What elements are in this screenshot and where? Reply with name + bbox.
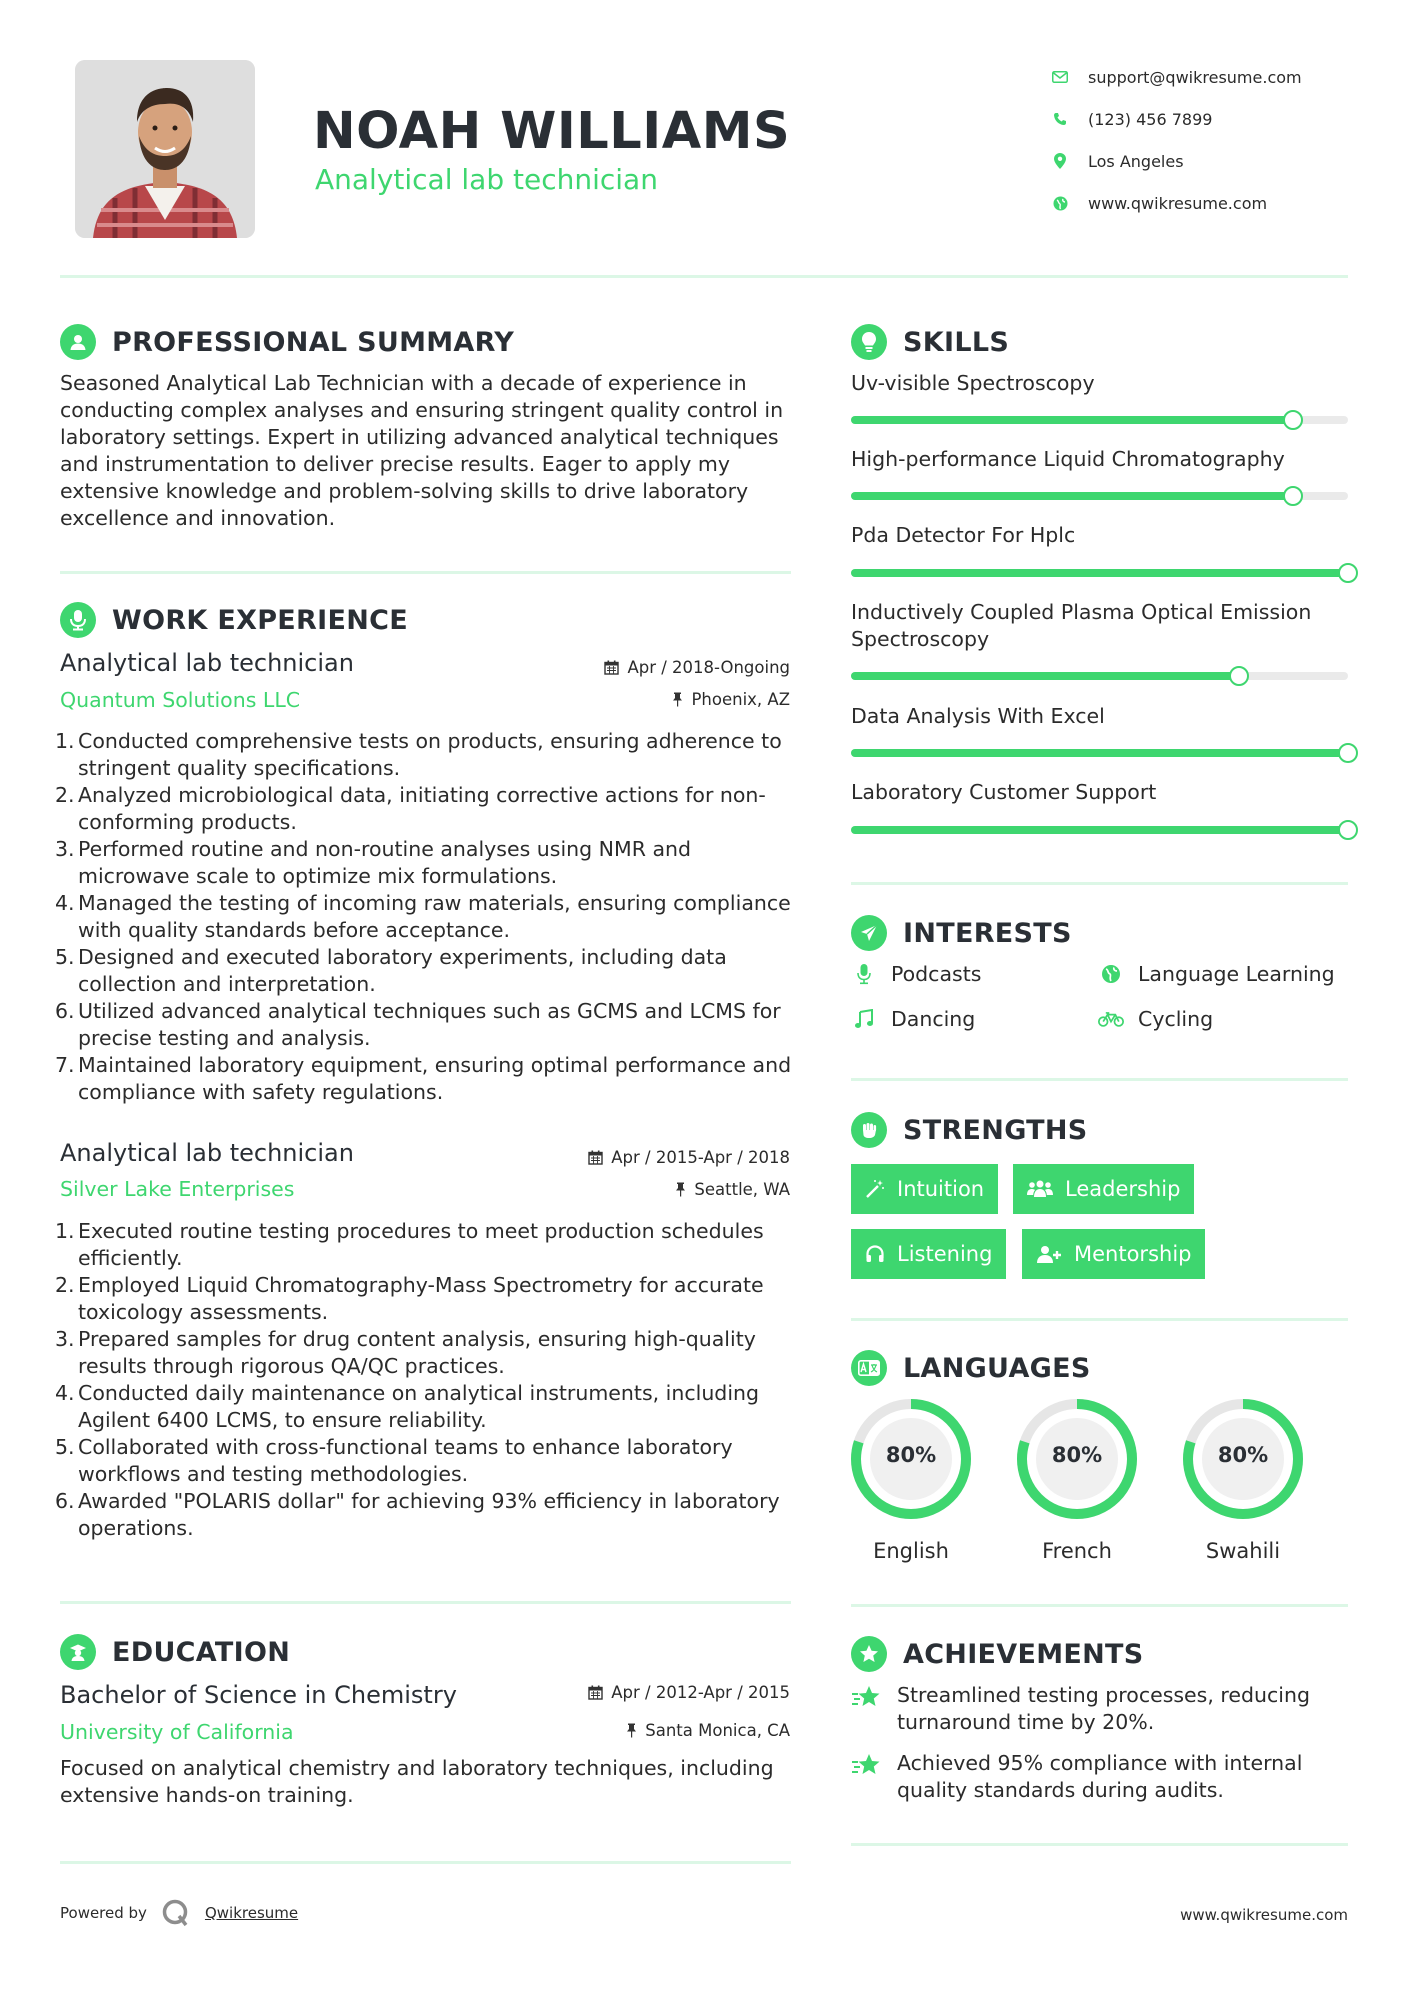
skill-bar-knob — [1229, 666, 1249, 686]
duty-text: Employed Liquid Chromatography-Mass Spectrometry for accurate toxicology assessments. — [78, 1273, 764, 1324]
skill-bar-knob — [1338, 743, 1358, 763]
strength-label: Mentorship — [1074, 1242, 1192, 1266]
experience-divider — [60, 1601, 791, 1604]
language-item — [1015, 1397, 1139, 1563]
magic-wand-icon — [865, 1179, 885, 1199]
phone-icon — [1050, 109, 1070, 129]
strengths-heading — [851, 1112, 1088, 1148]
interests-divider — [851, 1078, 1348, 1081]
duty-text: Designed and executed laboratory experiments, including data collection and interpretation. — [78, 945, 727, 996]
star-badge-icon — [851, 1636, 887, 1672]
interest-label: Podcasts — [891, 962, 982, 986]
duty-item: 4. Managed the testing of incoming raw materials, ensuring compliance with quality standards before acceptance. — [55, 891, 791, 942]
calendar-icon — [588, 1685, 603, 1700]
summary-text: Seasoned Analytical Lab Technician with a decade of experience in conducting complex analyses and ensuring stringent quality control in laboratory settings. Expert in utilizing advanced analytical techniques and instrumentation to deliver precise results. Eager to apply my extensive knowledge and problem-solving skills to drive laboratory excellence and innovation. — [60, 371, 784, 530]
language-item — [1181, 1397, 1305, 1563]
skill-bar-knob — [1338, 563, 1358, 583]
headphones-icon — [865, 1244, 885, 1264]
education-dates-text: Apr / 2012-Apr / 2015 — [611, 1683, 790, 1702]
skill-label: Data Analysis With Excel — [851, 704, 1105, 728]
achievements-title: ACHIEVEMENTS — [903, 1638, 1144, 1670]
duty-item: 3. Prepared samples for drug content analysis, ensuring high-quality results through rigorous QA/QC practices. — [55, 1327, 756, 1378]
skills-divider — [851, 882, 1348, 885]
strength-label: Intuition — [897, 1177, 985, 1201]
language-name: French — [1042, 1539, 1112, 1563]
education-degree: Bachelor of Science in Chemistry — [60, 1681, 457, 1709]
pushpin-icon — [675, 1182, 686, 1197]
skills-heading — [851, 324, 1009, 360]
strength-label: Listening — [897, 1242, 993, 1266]
education-school: University of California — [60, 1720, 294, 1744]
duty-text: Prepared samples for drug content analysis, ensuring high-quality results through rigorous QA/QC practices. — [78, 1327, 756, 1378]
education-dates — [588, 1683, 790, 1702]
skill-bar-fill — [851, 749, 1348, 757]
skill-bar-knob — [1283, 410, 1303, 430]
education-divider — [60, 1861, 791, 1864]
duty-item: 1. Conducted comprehensive tests on products, ensuring adherence to stringent quality specifications. — [55, 729, 782, 780]
interest-item — [1098, 1007, 1213, 1031]
achievements-divider — [851, 1843, 1348, 1846]
job-2-dates — [588, 1148, 790, 1167]
language-item — [849, 1397, 973, 1563]
map-pin-icon — [1050, 151, 1070, 171]
contact-location — [1050, 140, 1380, 182]
achievement-item — [851, 1682, 1351, 1736]
job-1-dates-text: Apr / 2018-Ongoing — [627, 658, 790, 677]
interests-title: INTERESTS — [903, 917, 1072, 949]
duty-text: Managed the testing of incoming raw materials, ensuring compliance with quality standards before acceptance. — [78, 891, 791, 942]
duty-text: Awarded "POLARIS dollar" for achieving 93% efficiency in laboratory operations. — [78, 1489, 780, 1540]
achievement-text: Streamlined testing processes, reducing turnaround time by 20%. — [897, 1683, 1310, 1734]
job-2-duties — [55, 1218, 795, 1542]
star-icon — [851, 1682, 883, 1736]
candidate-role: Analytical lab technician — [315, 163, 658, 196]
experience-heading — [60, 602, 408, 638]
duty-item: 1. Executed routine testing procedures to meet production schedules efficiently. — [55, 1219, 764, 1270]
achievement-text: Achieved 95% compliance with internal quality standards during audits. — [897, 1751, 1303, 1802]
users-icon — [1027, 1179, 1053, 1199]
contact-email-text: support@qwikresume.com — [1088, 67, 1302, 87]
language-percent: 80% — [885, 1443, 937, 1467]
envelope-icon — [1050, 67, 1070, 87]
interests-heading — [851, 915, 1072, 951]
duty-text: Analyzed microbiological data, initiating corrective actions for non-conforming products. — [78, 783, 766, 834]
job-2-location — [675, 1180, 790, 1199]
skills-title: SKILLS — [903, 326, 1010, 358]
job-1-location-text: Phoenix, AZ — [691, 690, 790, 709]
education-location-text: Santa Monica, CA — [645, 1721, 790, 1740]
job-2-company: Silver Lake Enterprises — [60, 1177, 295, 1201]
profile-photo — [75, 60, 255, 238]
job-2-location-text: Seattle, WA — [694, 1180, 790, 1199]
job-1-company: Quantum Solutions LLC — [60, 688, 301, 712]
language-name: Swahili — [1205, 1539, 1281, 1563]
strengths-divider — [851, 1318, 1348, 1321]
skill-label: Inductively Coupled Plasma Optical Emission Spectroscopy — [851, 600, 1312, 651]
skill-bar — [851, 826, 1348, 834]
user-plus-icon — [1036, 1244, 1062, 1264]
job-2-dates-text: Apr / 2015-Apr / 2018 — [611, 1148, 790, 1167]
languages-divider — [851, 1604, 1348, 1607]
duty-text: Performed routine and non-routine analyses using NMR and microwave scale to optimize mix formulations. — [78, 837, 692, 888]
strength-chip — [851, 1164, 998, 1214]
interest-item — [1098, 962, 1335, 986]
education-location — [626, 1721, 790, 1740]
education-description: Focused on analytical chemistry and laboratory techniques, including extensive hands-on training. — [60, 1756, 774, 1807]
qwikresume-link[interactable]: Qwikresume — [204, 1904, 299, 1922]
user-icon — [60, 324, 96, 360]
music-note-icon — [851, 1009, 877, 1029]
duty-text: Maintained laboratory equipment, ensuring optimal performance and compliance with safety regulations. — [78, 1053, 792, 1104]
summary-divider — [60, 571, 791, 574]
skill-bar — [851, 492, 1348, 500]
interest-label: Dancing — [891, 1007, 976, 1031]
skill-label: Uv-visible Spectroscopy — [851, 371, 1095, 395]
profile-photo-illustration — [75, 60, 255, 238]
language-percent: 80% — [1051, 1443, 1103, 1467]
languages-heading — [851, 1350, 1091, 1386]
calendar-icon — [604, 660, 619, 675]
header-divider — [60, 275, 1348, 278]
duty-item: 7. Maintained laboratory equipment, ensuring optimal performance and compliance with safety regulations. — [55, 1053, 792, 1104]
contact-location-text: Los Angeles — [1088, 151, 1184, 171]
contact-list — [1050, 56, 1380, 224]
strength-label: Leadership — [1065, 1177, 1181, 1201]
skill-bar — [851, 416, 1348, 424]
contact-phone[interactable] — [1050, 98, 1380, 140]
skill-label: High-performance Liquid Chromatography — [851, 447, 1285, 471]
strength-chip — [1013, 1164, 1194, 1214]
footer-powered-by — [60, 1898, 298, 1928]
contact-email[interactable] — [1050, 56, 1380, 98]
experience-title: WORK EXPERIENCE — [112, 604, 408, 636]
language-percent: 80% — [1217, 1443, 1269, 1467]
interest-label: Cycling — [1138, 1007, 1214, 1031]
languages-title: LANGUAGES — [903, 1352, 1091, 1384]
duty-text: Conducted daily maintenance on analytical instruments, including Agilent 6400 LCMS, to ensure reliability. — [78, 1381, 760, 1432]
job-2-title: Analytical lab technician — [60, 1139, 354, 1167]
skill-bar-knob — [1338, 820, 1358, 840]
globe-icon — [1098, 964, 1124, 984]
skill-label: Pda Detector For Hplc — [851, 523, 1076, 547]
job-1-duties — [55, 728, 795, 1106]
qwikresume-logo-icon — [161, 1898, 191, 1928]
duty-text: Utilized advanced analytical techniques such as GCMS and LCMS for precise testing and analysis. — [78, 999, 781, 1050]
duty-text: Conducted comprehensive tests on products, ensuring adherence to stringent quality specifications. — [78, 729, 782, 780]
duty-item: 6. Awarded "POLARIS dollar" for achieving 93% efficiency in laboratory operations. — [55, 1489, 780, 1540]
interest-label: Language Learning — [1138, 962, 1335, 986]
skill-bar-fill — [851, 672, 1239, 680]
bicycle-icon — [1098, 1010, 1124, 1028]
skill-bar — [851, 749, 1348, 757]
skill-bar-knob — [1283, 486, 1303, 506]
lightbulb-icon — [851, 324, 887, 360]
skill-bar-fill — [851, 492, 1293, 500]
language-icon — [851, 1350, 887, 1386]
language-name: English — [873, 1539, 949, 1563]
summary-title: PROFESSIONAL SUMMARY — [112, 326, 515, 358]
strength-chip — [851, 1229, 1006, 1279]
education-heading — [60, 1634, 290, 1670]
fist-icon — [851, 1112, 887, 1148]
duty-text: Collaborated with cross-functional teams to enhance laboratory workflows and testing methodologies. — [78, 1435, 733, 1486]
pushpin-icon — [672, 692, 683, 707]
interest-item — [851, 1007, 975, 1031]
duty-text: Executed routine testing procedures to meet production schedules efficiently. — [78, 1219, 764, 1270]
strength-chip — [1022, 1229, 1205, 1279]
duty-item: 3. Performed routine and non-routine analyses using NMR and microwave scale to optimize mix formulations. — [55, 837, 692, 888]
microphone-icon — [851, 963, 877, 985]
skill-bar — [851, 569, 1348, 577]
calendar-icon — [588, 1150, 603, 1165]
globe-icon — [1050, 193, 1070, 213]
paper-plane-icon — [851, 915, 887, 951]
job-1-dates — [604, 658, 790, 677]
duty-item: 5. Collaborated with cross-functional teams to enhance laboratory workflows and testing methodologies. — [55, 1435, 733, 1486]
achievements-heading — [851, 1636, 1144, 1672]
duty-item: 4. Conducted daily maintenance on analytical instruments, including Agilent 6400 LCMS, to ensure reliability. — [55, 1381, 760, 1432]
contact-website-text: www.qwikresume.com — [1088, 193, 1268, 213]
microphone-icon — [60, 602, 96, 638]
duty-item: 6. Utilized advanced analytical techniques such as GCMS and LCMS for precise testing and analysis. — [55, 999, 781, 1050]
duty-item: 2. Employed Liquid Chromatography-Mass Spectrometry for accurate toxicology assessments. — [55, 1273, 764, 1324]
job-1-title: Analytical lab technician — [60, 649, 354, 677]
candidate-name: NOAH WILLIAMS — [313, 102, 791, 161]
star-icon — [851, 1750, 883, 1804]
duty-item: 2. Analyzed microbiological data, initiating corrective actions for non-conforming products. — [55, 783, 766, 834]
pushpin-icon — [626, 1723, 637, 1738]
skill-label: Laboratory Customer Support — [851, 780, 1157, 804]
education-title: EDUCATION — [112, 1636, 291, 1668]
achievement-item — [851, 1750, 1351, 1804]
footer-url[interactable]: www.qwikresume.com — [1180, 1906, 1348, 1924]
skill-bar-fill — [851, 416, 1293, 424]
interest-item — [851, 962, 981, 986]
skill-bar-fill — [851, 569, 1348, 577]
summary-heading — [60, 324, 514, 360]
skill-bar — [851, 672, 1348, 680]
job-1-location — [672, 690, 790, 709]
graduate-icon — [60, 1634, 96, 1670]
strengths-title: STRENGTHS — [903, 1114, 1088, 1146]
contact-phone-text: (123) 456 7899 — [1088, 109, 1213, 129]
skill-bar-fill — [851, 826, 1348, 834]
duty-item: 5. Designed and executed laboratory experiments, including data collection and interpretation. — [55, 945, 727, 996]
contact-website[interactable] — [1050, 182, 1380, 224]
powered-by-label: Powered by — [60, 1904, 147, 1922]
